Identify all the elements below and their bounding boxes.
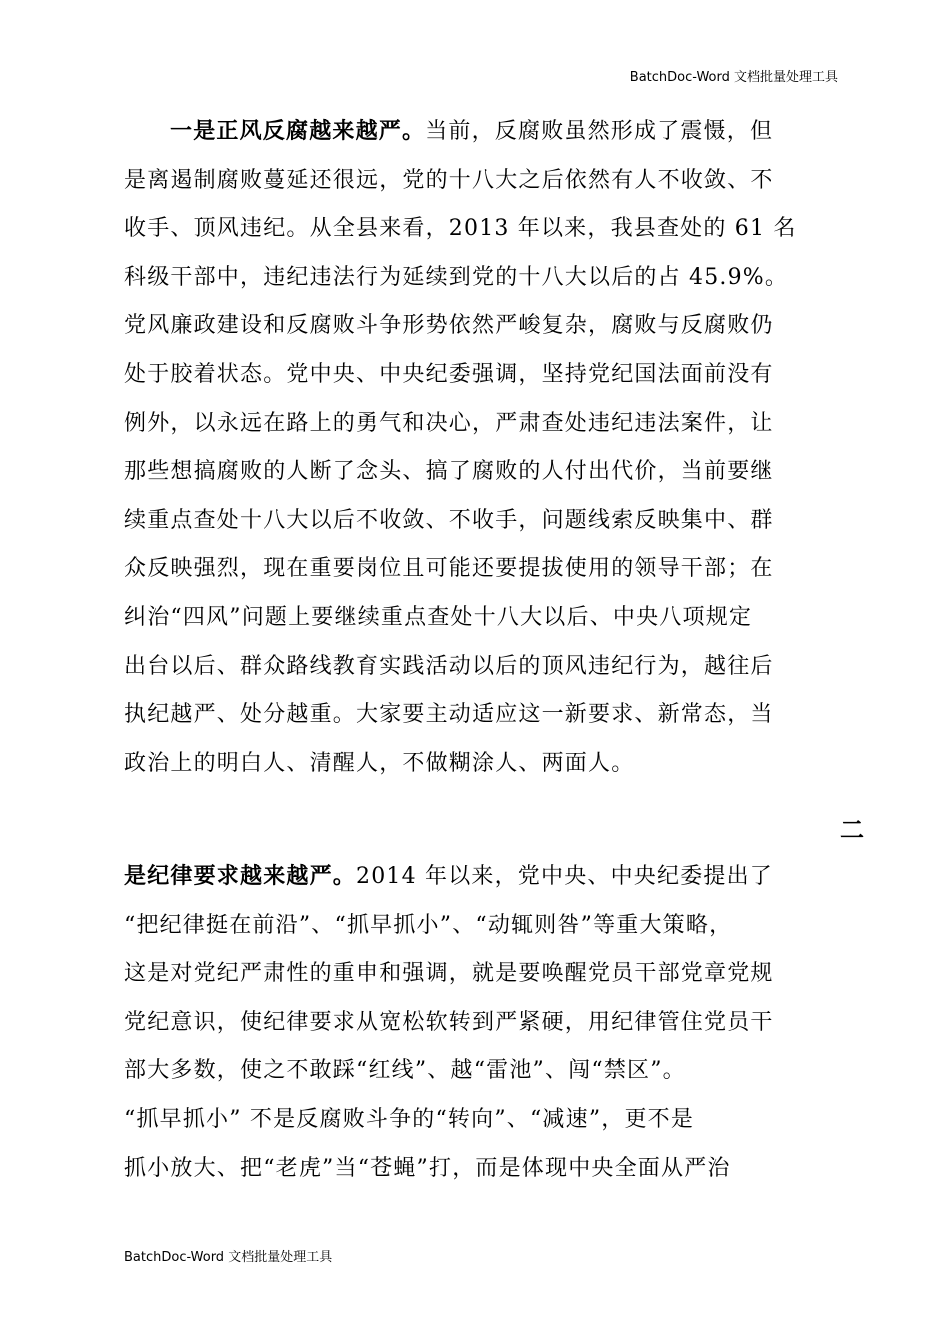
- paragraph-1-line: 那些想搞腐败的人断了念头、搞了腐败的人付出代价，当前要继: [124, 459, 774, 485]
- paragraph-1-line: 例外，以永远在路上的勇气和决心，严肃查处违纪违法案件，让: [124, 410, 774, 436]
- paragraph-1-line: 处于胶着状态。党中央、中央纪委强调，坚持党纪国法面前没有: [124, 361, 774, 387]
- paragraph-1-line: 续重点查处十八大以后不收敛、不收手，问题线索反映集中、群: [124, 507, 774, 533]
- paragraph-2-line: “抓早抓小” 不是反腐败斗争的“转向”、“减速”，更不是: [124, 1106, 695, 1132]
- page-footer: BatchDoc-Word 文档批量处理工具: [124, 1250, 333, 1265]
- paragraph-1-line-text: 当前，反腐败虽然形成了震慑，但: [425, 119, 774, 144]
- paragraph-1-line: 科级干部中，违纪违法行为延续到党的十八大以后的占 45.9%。: [124, 264, 789, 290]
- paragraph-2-line: [124, 853, 840, 902]
- paragraph-2-line: “把纪律挺在前沿”、“抓早抓小”、“动辄则咎”等重大策略，: [124, 912, 733, 938]
- paragraph-2-line: 党纪意识，使纪律要求从宽松软转到严紧硬，用纪律管住党员干: [124, 1009, 774, 1035]
- paragraph-2-line: 这是对党纪严肃性的重申和强调，就是要唤醒党员干部党章党规: [124, 961, 774, 987]
- page-header: BatchDoc-Word 文档批量处理工具: [629, 70, 838, 85]
- paragraph-1-line: 政治上的明白人、清醒人，不做糊涂人、两面人。: [124, 750, 635, 776]
- paragraph-1-line: 纠治“四风”问题上要继续重点查处十八大以后、中央八项规定: [124, 604, 753, 630]
- paragraph-2-line: 抓小放大、把“老虎”当“苍蝇”打，而是体现中央全面从严治: [124, 1155, 731, 1181]
- paragraph-2-lead-char: 二: [840, 816, 864, 844]
- paragraph-1-line: 执纪越严、处分越重。大家要主动适应这一新要求、新常态，当: [124, 702, 774, 728]
- paragraph-1-line: 党风廉政建设和反腐败斗争形势依然严峻复杂，腐败与反腐败仍: [124, 313, 774, 339]
- paragraph-1-lead: 一是正风反腐越来越严。: [170, 119, 426, 144]
- paragraph-2-line: 部大多数，使之不敢踩“红线”、越“雷池”、闯“禁区”。: [124, 1058, 686, 1084]
- paragraph-2-line-text: 2014 年以来，党中央、中央纪委提出了: [356, 864, 773, 889]
- paragraph-1-line: 出台以后、群众路线教育实践活动以后的顶风违纪行为，越往后: [124, 653, 774, 679]
- paragraph-1-line: 收手、顶风违纪。从全县来看，2013 年以来，我县查处的 61 名: [124, 216, 797, 242]
- paragraph-1-line: 众反映强烈，现在重要岗位且可能还要提拔使用的领导干部；在: [124, 556, 774, 582]
- paragraph-2: [124, 853, 840, 1193]
- paragraph-1: [124, 108, 840, 788]
- paragraph-1-line: 是离遏制腐败蔓延还很远，党的十八大之后依然有人不收敛、不: [124, 167, 774, 193]
- paragraph-2-lead: 是纪律要求越来越严。: [124, 864, 357, 889]
- paragraph-1-line: [124, 108, 840, 157]
